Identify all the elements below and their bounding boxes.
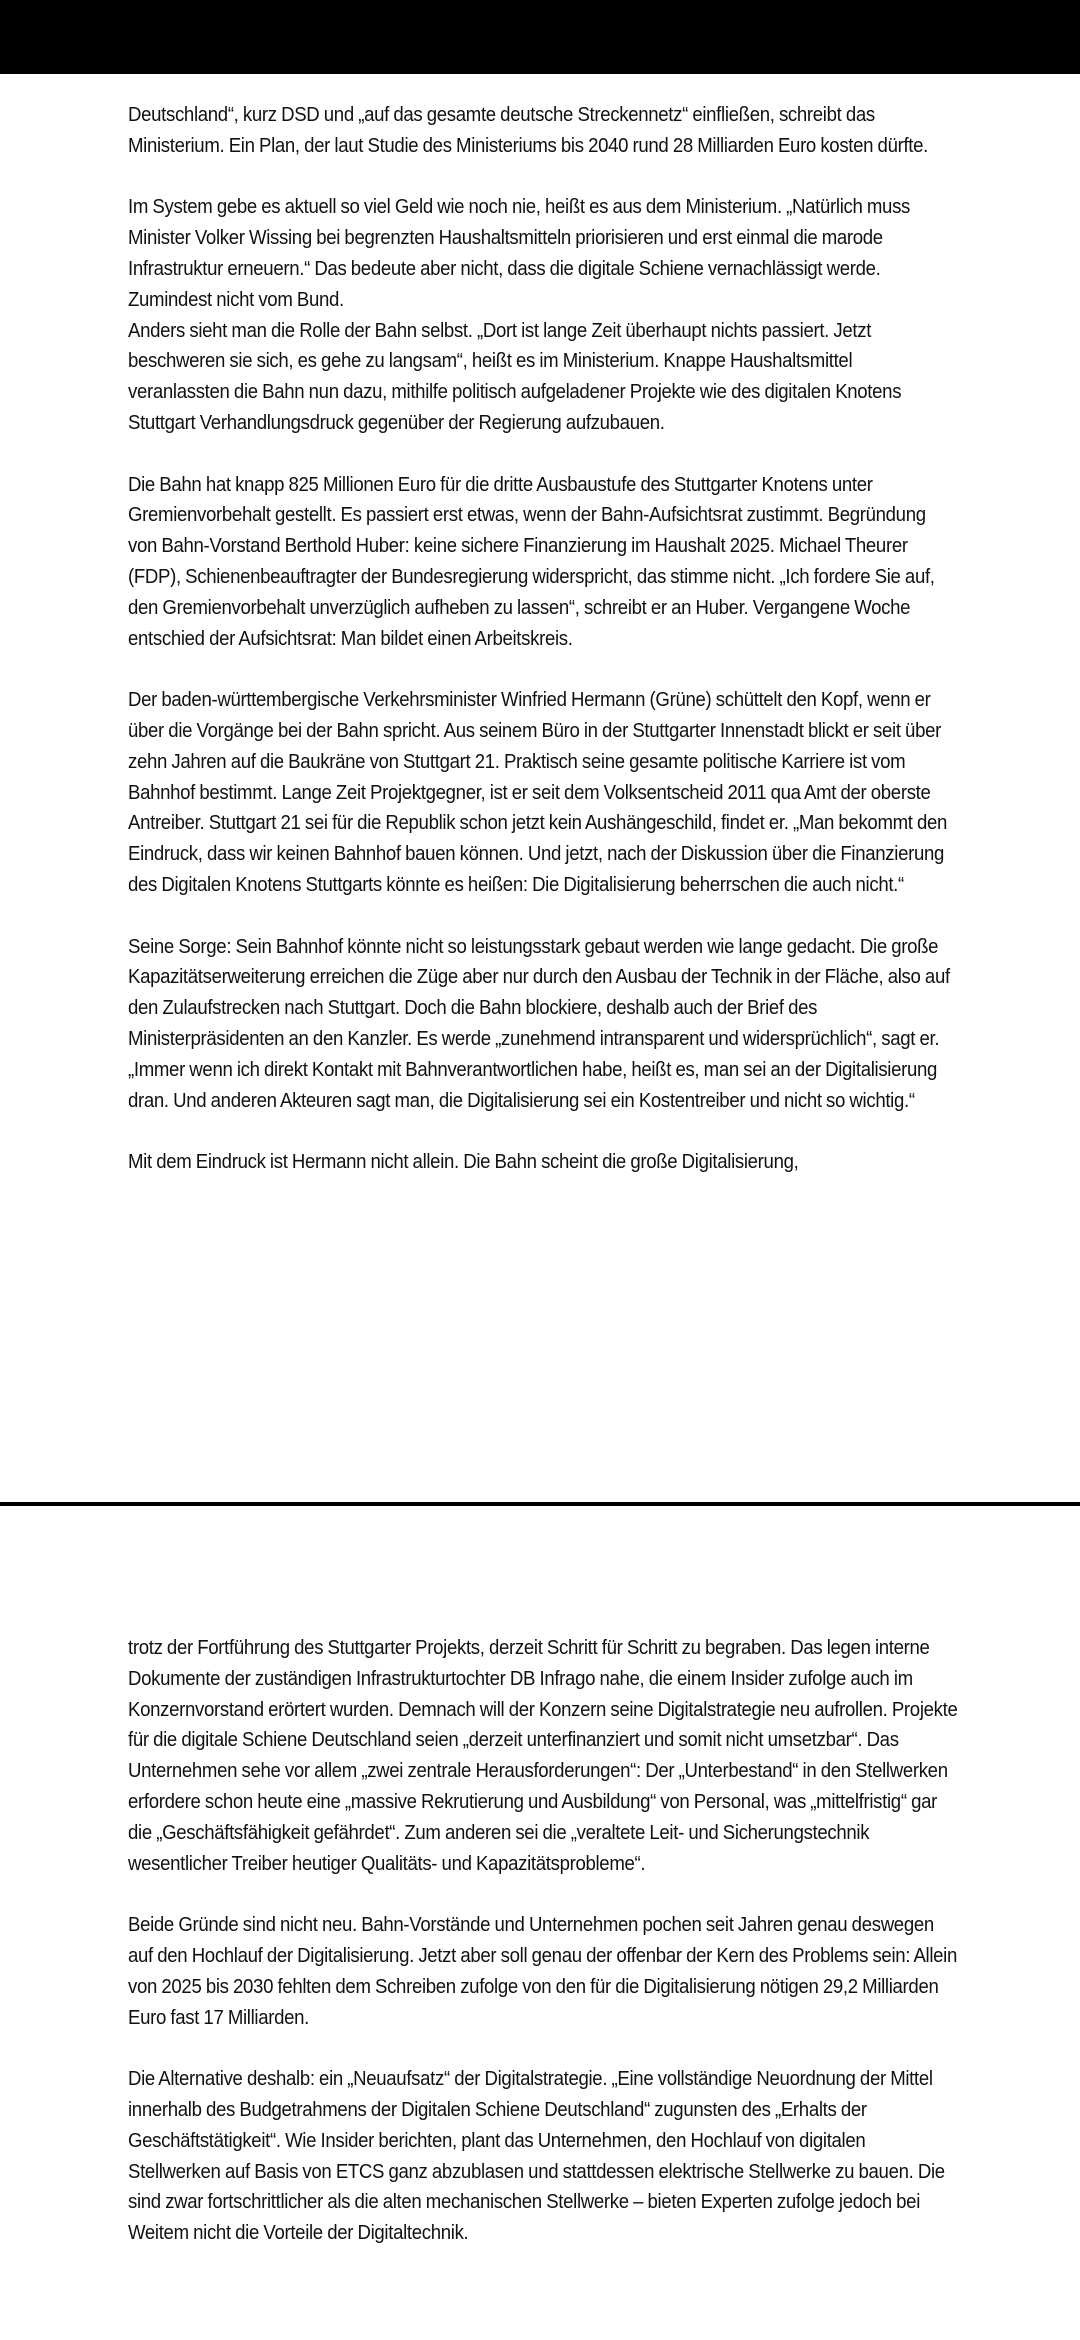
paragraph: Die Bahn hat knapp 825 Millionen Euro für die dritte Ausbaustufe des Stuttgarter Knotens unter Gremienvorbehalt gestellt. Es passiert erst etwas, wenn der Bahn-Aufsichtsrat zustimmt. Begründung von Bahn-Vorstand Berthold Huber: keine sichere Finanzierung im Haushalt 2025. Michael Theurer (FDP), Schienenbeauftragter der Bundesregierung widerspricht, das stimme nicht. „Ich fordere Sie auf, den Gremienvorbehalt unverzüglich aufheben zu lassen“, schreibt er an Huber. Vergangene Woche entschied der Aufsichtsrat: Man bildet einen Arbeitskreis.: [128, 473, 935, 650]
paragraph: Deutschland“, kurz DSD und „auf das gesamte deutsche Streckennetz“ einfließen, schreibt das Ministerium. Ein Plan, der laut Studie des Ministeriums bis 2040 rund 28 Milliarden Euro kosten dürfte.: [128, 104, 929, 157]
article-page-1: [128, 100, 958, 1209]
top-status-bar: [0, 0, 1080, 74]
paragraph: Der baden-württembergische Verkehrsminister Winfried Hermann (Grüne) schüttelt den Kopf, wenn er über die Vorgänge bei der Bahn spricht. Aus seinem Büro in der Stuttgarter Innenstadt blickt er seit über zehn Jahren auf die Baukräne von Stuttgart 21. Praktisch seine gesamte politische Karriere ist vom Bahnhof bestimmt. Lange Zeit Projektgegner, ist er seit dem Volksentscheid 2011 qua Amt der oberste Antreiber. Stuttgart 21 sei für die Republik schon jetzt kein Aushängeschild, findet er. „Man bekommt den Eindruck, dass wir keinen Bahnhof bauen können. Und jetzt, nach der Diskussion über die Finanzierung des Digitalen Knotens Stuttgarts könnte es heißen: Die Digitalisierung beherrschen die auch nicht.“: [128, 689, 948, 896]
paragraph: Im System gebe es aktuell so viel Geld wie noch nie, heißt es aus dem Ministerium. „Natürlich muss Minister Volker Wissing bei begrenzten Haushaltsmitteln priorisieren und erst einmal die marode Infrastruktur erneuern.“ Das bedeute aber nicht, dass die digitale Schiene vernachlässigt werde. Zumindest nicht vom Bund.: [128, 196, 911, 311]
paragraph: Seine Sorge: Sein Bahnhof könnte nicht so leistungsstark gebaut werden wie lange gedacht. Die große Kapazitätserweiterung erreichen die Züge aber nur durch den Ausbau der Technik in der Fläche, also auf den Zulaufstrecken nach Stuttgart. Doch die Bahn blockiere, deshalb auch der Brief des Ministerpräsidenten an den Kanzler. Es werde „zunehmend intransparent und widersprüchlich“, sagt er. „Immer wenn ich direkt Kontakt mit Bahnverantwortlichen habe, heißt es, man sei an der Digitalisierung dran. Und anderen Akteuren sagt man, die Digitalisierung sei ein Kostentreiber und nicht so wichtig.“: [128, 935, 950, 1112]
article-page-2: [128, 1633, 958, 2280]
paragraph: trotz der Fortführung des Stuttgarter Projekts, derzeit Schritt für Schritt zu begraben. Das legen interne Dokumente der zuständigen Infrastrukturtochter DB Infrago nahe, die einem Insider zufolge auch im Konzernvorstand erörtert wurden. Demnach will der Konzern seine Digitalstrategie neu aufrollen. Projekte für die digitale Schiene Deutschland seien „derzeit unterfinanziert und somit nicht umsetzbar“. Das Unternehmen sehe vor allem „zwei zentrale Herausforderungen“: Der „Unterbestand“ in den Stellwerken erfordere schon heute eine „massive Rekrutierung und Ausbildung“ von Personal, was „mittelfristig“ gar die „Geschäftsfähigkeit gefährdet“. Zum anderen sei die „veraltete Leit- und Sicherungstechnik wesentlicher Treiber heutiger Qualitäts- und Kapazitätsprobleme“.: [128, 1637, 958, 1875]
paragraph: Die Alternative deshalb: ein „Neuaufsatz“ der Digitalstrategie. „Eine vollständige Neuordnung der Mittel innerhalb des Budgetrahmens der Digitalen Schiene Deutschland“ zugunsten des „Erhalts der Geschäftstätigkeit“. Wie Insider berichten, plant das Unternehmen, den Hochlauf von digitalen Stellwerken auf Basis von ETCS ganz abzublasen und stattdessen elektrische Stellwerke zu bauen. Die sind zwar fortschrittlicher als die alten mechanischen Stellwerke – bieten Experten zufolge jedoch bei Weitem nicht die Vorteile der Digitaltechnik.: [128, 2068, 945, 2245]
page-divider: [0, 1502, 1080, 1506]
paragraph: Beide Gründe sind nicht neu. Bahn-Vorstände und Unternehmen pochen seit Jahren genau deswegen auf den Hochlauf der Digitalisierung. Jetzt aber soll genau der offenbar der Kern des Problems sein: Allein von 2025 bis 2030 fehlten dem Schreiben zufolge von den für die Digitalisierung nötigen 29,2 Milliarden Euro fast 17 Milliarden.: [128, 1914, 958, 2029]
paragraph: Mit dem Eindruck ist Hermann nicht allein. Die Bahn scheint die große Digitalisierung,: [128, 1151, 799, 1174]
paragraph: Anders sieht man die Rolle der Bahn selbst. „Dort ist lange Zeit überhaupt nichts passiert. Jetzt beschweren sie sich, es gehe zu langsam“, heißt es im Ministerium. Knappe Haushaltsmittel veranlassten die Bahn nun dazu, mithilfe politisch aufgeladener Projekte wie des digitalen Knotens Stuttgart Verhandlungsdruck gegenüber der Regierung aufzubauen.: [128, 319, 902, 434]
